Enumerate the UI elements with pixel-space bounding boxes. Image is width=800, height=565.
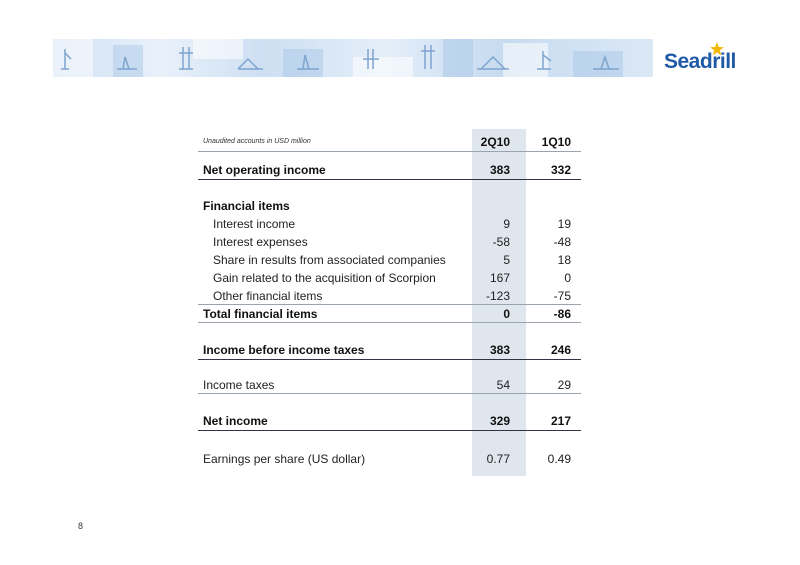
value-1q10: 332 (550, 163, 571, 177)
divider (198, 304, 581, 305)
value-1q10: 19 (557, 217, 571, 231)
star-icon (710, 42, 724, 56)
row-label-interest-income: Interest income (213, 217, 296, 231)
header-banner (53, 39, 653, 77)
value-1q10: 0 (564, 271, 571, 285)
divider (198, 430, 581, 431)
row-label-income-taxes: Income taxes (203, 378, 275, 392)
value-1q10: -75 (553, 289, 571, 303)
row-label-net-income: Net income (203, 414, 268, 428)
value-1q10: 246 (550, 343, 571, 357)
value-2q10: 383 (489, 163, 510, 177)
seadrill-logo (664, 42, 744, 78)
value-2q10: 9 (503, 217, 510, 231)
value-2q10: 0 (503, 307, 510, 321)
row-label-net-operating-income: Net operating income (203, 163, 326, 177)
row-label-income-before-taxes: Income before income taxes (203, 343, 365, 357)
value-2q10: 54 (496, 378, 510, 392)
page-number: 8 (78, 521, 84, 531)
value-2q10: 383 (489, 343, 510, 357)
rig-silhouettes-icon (53, 39, 653, 77)
row-label-earnings-per-share: Earnings per share (US dollar) (203, 452, 366, 466)
value-1q10: 29 (557, 378, 571, 392)
row-label-other-financial-items: Other financial items (213, 289, 323, 303)
value-2q10: 0.77 (486, 452, 510, 466)
logo-text: Seadrill (664, 50, 736, 73)
divider (198, 151, 581, 152)
value-2q10: 329 (489, 414, 510, 428)
table-note: Unaudited accounts in USD million (203, 138, 311, 145)
row-label-total-financial-items: Total financial items (203, 307, 318, 321)
value-2q10: 5 (503, 253, 510, 267)
divider (198, 359, 581, 360)
divider (198, 322, 581, 323)
column-header-1q10: 1Q10 (541, 135, 571, 149)
row-label-interest-expenses: Interest expenses (213, 235, 308, 249)
divider (198, 393, 581, 394)
value-1q10: 18 (557, 253, 571, 267)
value-2q10: 167 (489, 271, 510, 285)
value-1q10: 217 (550, 414, 571, 428)
row-label-gain-scorpion: Gain related to the acquisition of Scorpion (213, 271, 436, 285)
value-2q10: -123 (485, 289, 510, 303)
value-1q10: -48 (553, 235, 571, 249)
column-header-2q10: 2Q10 (480, 135, 510, 149)
section-heading-financial-items: Financial items (203, 199, 290, 213)
value-1q10: 0.49 (547, 452, 571, 466)
row-label-share-in-results: Share in results from associated companies (213, 253, 446, 267)
value-2q10: -58 (492, 235, 510, 249)
divider (198, 179, 581, 180)
value-1q10: -86 (553, 307, 571, 321)
